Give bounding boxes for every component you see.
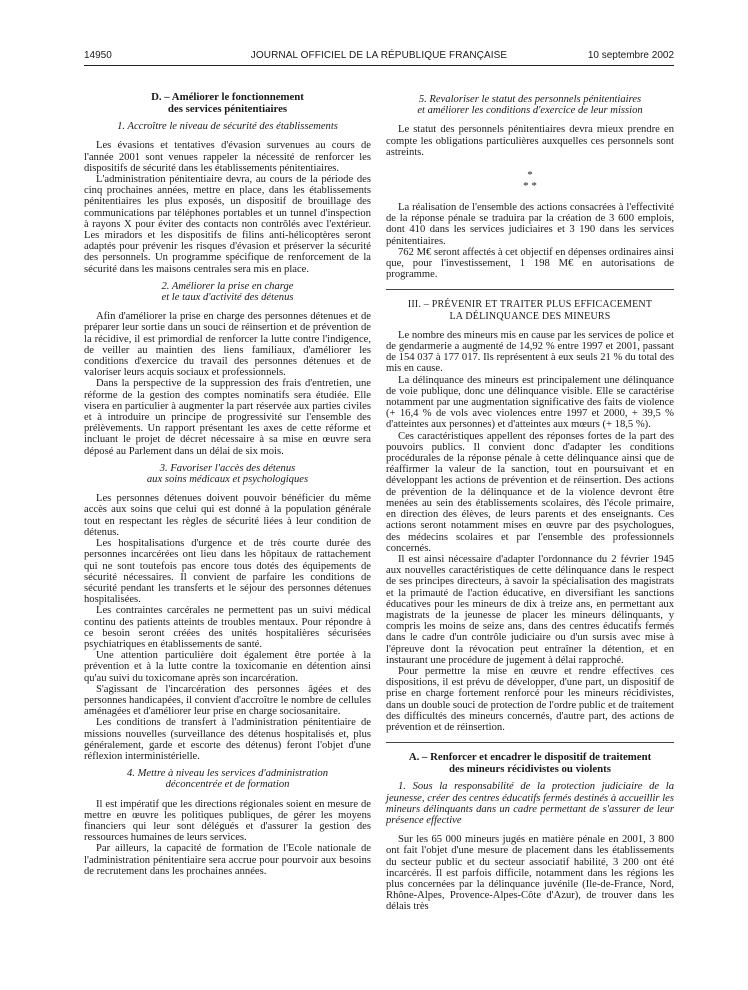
subheading-3: 3. Favoriser l'accès des détenus aux soins médicaux et psychologiques [146, 462, 309, 486]
paragraph: La délinquance des mineurs est principalement une délinquance de voie publique, donc une délinquance visible. Elle se caractérise notamment par une augmentation significative des faits de violence (+ 16,4 % de vols avec violences entre 1997 et 2000, + 39,5 % d'atteintes aux personnes) et d'atteintes aux mœurs (+ 18,5 %). [386, 374, 674, 431]
paragraph: Il est impératif que les directions régionales soient en mesure de mettre en œuvre les politiques publiques, de gérer les moyens financiers qui leur sont délégués et d'assurer la gestion des ressources humaines de leurs services. [84, 798, 371, 844]
publication-date: 10 septembre 2002 [587, 50, 674, 61]
paragraph: Dans la perspective de la suppression des frais d'entretien, une réforme de la gestion des comptes nominatifs sera étudiée. Elle visera en particulier à augmenter la part réservée aux parties civiles et à introduire un principe de progressivité sur l'ensemble des prélèvements. Un rapport présentant les axes de cette réforme et incluant le projet de décret nécessaire à sa mise en œuvre sera déposé au Parlement dans un délai de six mois. [84, 378, 371, 457]
paragraph: Sur les 65 000 mineurs jugés en matière pénale en 2001, 3 800 ont fait l'objet d'une mesure de placement dans les établissements du secteur public et du secteur associatif habilité, 3 200 ont été incarcérés. Il est parfois difficile, notamment dans les régions les plus concernées par la délinquance juvénile (Ile-de-France, Nord, Rhône-Alpes, Provence-Alpes-Côte d'Azur), de trouver dans les délais très [386, 834, 674, 913]
paragraph: Il est ainsi nécessaire d'adapter l'ordonnance du 2 février 1945 aux nouvelles caractéristiques de cette délinquance dans le respect de ses principes directeurs, à savoir la spécialisation des magistrats et la primauté de l'action éducative, en diversifiant les sanctions éducatives pour les mineurs de dix à treize ans, en permettant aux magistrats de la jeunesse de placer les mineurs délinquants, y compris les moins de seize ans, dans des centres éducatifs fermés dans le cadre d'un contrôle judiciaire ou d'un sursis avec mise à l'épreuve dont la révocation peut entraîner la détention, et en instaurant une procédure de jugement à délai rapproché. [386, 553, 674, 666]
section-heading-iii: III. – PRÉVENIR ET TRAITER PLUS EFFICACEMENT LA DÉLINQUANCE DES MINEURS [407, 299, 653, 322]
paragraph: Les conditions de transfert à l'administration pénitentiaire de missions nouvelles (surveillance des détenus hospitalisés et, plus généralement, garde et escorte des détenus) feront l'objet d'une réflexion interministérielle. [84, 717, 371, 762]
paragraph: Les personnes détenues doivent pouvoir bénéficier du même accès aux soins que celui qui est donné à la population générale tout en respectant les règles de sécurité liées à leur condition de détenus. [84, 493, 371, 538]
paragraph: Pour permettre la mise en œuvre et rendre effectives ces dispositions, il est prévu de développer, d'une part, un dispositif de prise en charge fortement renforcé pour les mineurs récidivistes, dans un double souci de protection de l'ordre public et de traitement des difficultés des mineurs concernés, d'autre part, des actions de prévention et de réinsertion. [386, 665, 674, 733]
subheading-1: 1. Accroître le niveau de sécurité des établissements [117, 121, 338, 133]
subheading-5: 5. Revaloriser le statut des personnels pénitentiaires et améliorer les conditions d'exercice de leur mission [417, 94, 643, 117]
italic-subheading: 1. Sous la responsabilité de la protection judiciaire de la jeunesse, créer des centres éducatifs fermés destinés à accueillir les mineurs délinquants dans un cadre permettant de s'assurer de leur présence effective [386, 781, 674, 826]
paragraph: L'administration pénitentiaire devra, au cours de la période des cinq prochaines années, mettre en place, dans les établissements pénitentiaires les plus exposés, un dispositif de brouillage des communications par téléphones portables et un tunnel d'inspection à rayons X pour éviter des contacts non contrôlés avec l'extérieur. Les miradors et les dispositifs de filins anti-hélicoptères seront adaptés pour prévenir les risques d'évasion et préserver la sécurité des personnels. Un programme spécifique de renforcement de la sécurité dans les maisons centrales sera mis en place. [84, 174, 371, 275]
paragraph: Les hospitalisations d'urgence et de très courte durée des personnes incarcérées ont lieu dans les hôpitaux de rattachement qui ne sont toutefois pas encore tous dotés des équipements de sécurité nécessaires. Il convient de parfaire les conditions de sécurité pendant les transferts et le séjour des personnes détenues hospitalisées. [84, 538, 371, 606]
paragraph: Les contraintes carcérales ne permettent pas un suivi médical continu des patients atteints de troubles mentaux. Pour répondre à ce besoin seront créées des unités hospitalières sécurisées psychiatriques en établissements de santé. [84, 605, 371, 650]
header-rule [84, 65, 674, 66]
page-number: 14950 [84, 50, 112, 61]
subheading-4: 4. Mettre à niveau les services d'administration déconcentrée et de formation [126, 768, 329, 791]
paragraph: S'agissant de l'incarcération des personnes âgées et des personnes handicapées, il convient d'accroître le nombre de cellules aménagées et d'améliorer leur prise en charge sociosanitaire. [84, 683, 371, 718]
paragraph: 762 M€ seront affectés à cet objectif en dépenses ordinaires ainsi que, pour l'investissement, 1 198 M€ en autorisations de programme. [386, 246, 674, 281]
paragraph: Par ailleurs, la capacité de formation de l'Ecole nationale de l'administration pénitentiaire sera accrue pour pourvoir aux besoins de recrutement dans les prochaines années. [84, 843, 371, 877]
left-column [84, 92, 371, 877]
paragraph: La réalisation de l'ensemble des actions consacrées à l'effectivité de la réponse pénale se traduira par la création de 3 600 emplois, dont 410 dans les services judiciaires et 3 190 dans les services pénitentiaires. [386, 202, 674, 247]
page-header [84, 50, 674, 66]
paragraph: Les évasions et tentatives d'évasion survenues au cours de l'année 2001 sont venues rappeler la nécessité de renforcer les dispositifs de sécurité dans les établissements pénitentiaires. [84, 140, 371, 174]
paragraph: Afin d'améliorer la prise en charge des personnes détenues et de préparer leur sortie dans un souci de réinsertion et de prévention de la récidive, il est primordial de renforcer la lutte contre l'indigence, de veiller au maintien des liens familiaux, d'améliorer les conditions d'exercice du travail des personnes détenues et de valoriser leurs acquis sociaux et professionnels. [84, 311, 371, 379]
journal-title: JOURNAL OFFICIEL DE LA RÉPUBLIQUE FRANÇAISE [250, 50, 508, 61]
section-heading-a: A. – Renforcer et encadrer le dispositif de traitement des mineurs récidivistes ou violents [408, 751, 652, 775]
subheading-2: 2. Améliorer la prise en charge et le taux d'activité des détenus [161, 280, 294, 304]
section-heading-d: D. – Améliorer le fonctionnement des services pénitentiaires [151, 91, 304, 115]
right-column [386, 92, 674, 913]
separator-stars: * * * [523, 169, 537, 193]
paragraph: Le statut des personnels pénitentiaires devra mieux prendre en compte les obligations particulières auxquelles ces personnels sont astreints. [386, 124, 674, 158]
paragraph: Ces caractéristiques appellent des réponses fortes de la part des pouvoirs publics. Il convient donc d'adapter les conditions procédurales de la réponse pénale à cette délinquance ainsi que de réaffirmer la valeur de la sanction, tout en poursuivant et en développant les actions de prévention et de réinsertion. Des actions de prévention de la délinquance et de la violence devront être menées au sein des établissements scolaires, dès l'école primaire, en direction des élèves, de leurs parents et des enseignants. Ces actions seront notamment mises en œuvre par des psychologues, des médecins scolaires et par l'ensemble des professionnels concernés. [386, 430, 674, 554]
paragraph: Une attention particulière doit également être portée à la prévention et à la lutte contre la toxicomanie en détention ainsi qu'au suivi du toxicomane après son incarcération. [84, 650, 371, 684]
section-rule [386, 742, 674, 743]
section-rule [386, 289, 674, 290]
paragraph: Le nombre des mineurs mis en cause par les services de police et de gendarmerie a augmenté de 14,92 % entre 1997 et 2001, passant de 154 037 à 177 017. Ils représentent à eux seuls 21 % du total des mis en cause. [386, 329, 674, 375]
